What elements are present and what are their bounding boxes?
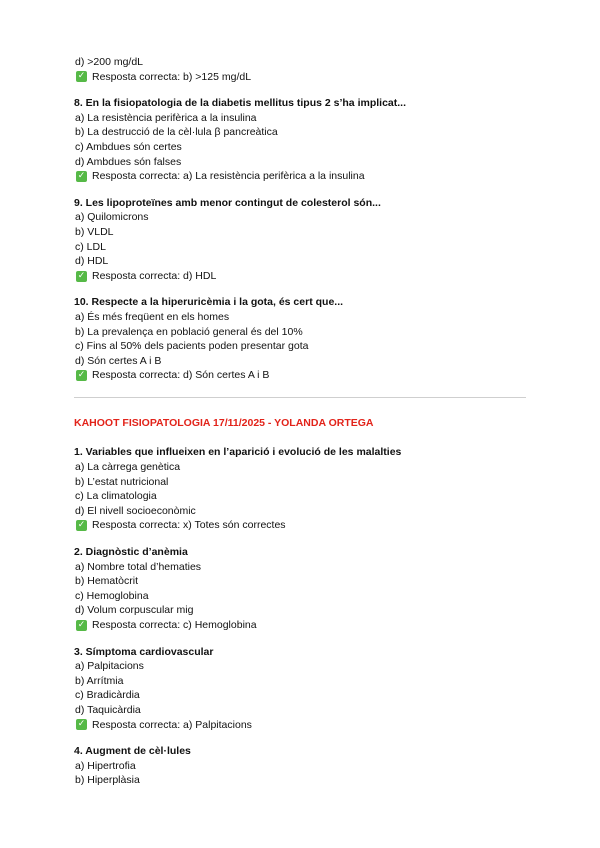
option: b) La prevalença en població general és del 10%	[75, 325, 303, 338]
option: d) Volum corpuscular mig	[75, 604, 194, 617]
correct-answer-text: Resposta correcta: a) La resistència perifèrica a la insulina	[92, 170, 365, 183]
option: a) Quilomicrons	[75, 211, 149, 224]
option: d) HDL	[75, 255, 109, 268]
document-page	[74, 55, 526, 800]
option: a) La resistència perifèrica a la insulina	[75, 111, 257, 124]
check-mark-icon: ✓	[77, 170, 86, 181]
option: c) Bradicàrdia	[75, 689, 140, 702]
question-list-part1	[74, 96, 526, 383]
check-mark-icon: ✓	[77, 619, 86, 630]
check-mark-icon: ✓	[77, 370, 86, 381]
option: c) Fins al 50% dels pacients poden presentar gota	[75, 340, 309, 353]
option: d) >200 mg/dL	[75, 56, 144, 68]
correct-answer	[74, 518, 526, 533]
option: a) Hipertrofia	[75, 759, 136, 772]
question-block	[74, 645, 526, 733]
option: b) La destrucció de la cèl·lula β pancreàtica	[75, 126, 278, 139]
correct-answer	[74, 368, 526, 383]
correct-answer	[74, 269, 526, 284]
question-title: 3. Símptoma cardiovascular	[74, 645, 214, 658]
question-title: 1. Variables que influeixen en l’aparició i evolució de les malalties	[74, 446, 402, 459]
option: c) LDL	[75, 240, 106, 253]
option: d) Són certes A i B	[75, 354, 162, 367]
check-mark-icon: ✓	[77, 270, 86, 281]
option: b) Hematòcrit	[75, 575, 139, 588]
option: b) VLDL	[75, 225, 114, 238]
question-block	[74, 295, 526, 383]
option: c) Ambdues són certes	[75, 140, 182, 153]
option: b) L’estat nutricional	[75, 475, 169, 488]
check-mark-icon: ✓	[77, 71, 86, 82]
option: a) Nombre total d’hematies	[75, 560, 202, 573]
option: c) La climatologia	[75, 490, 157, 503]
correct-answer-text: Resposta correcta: d) HDL	[92, 269, 217, 282]
question-block	[74, 545, 526, 633]
option: d) Ambdues són falses	[75, 155, 182, 168]
correct-answer-text: Resposta correcta: x) Totes són correctes	[92, 519, 286, 532]
question-title: 4. Augment de cèl·lules	[74, 745, 191, 758]
question-block	[74, 445, 526, 533]
check-mark-icon: ✓	[77, 520, 86, 531]
question-list-part2	[74, 445, 526, 787]
question-title: 8. En la fisiopatologia de la diabetis mellitus tipus 2 s’ha implicat...	[74, 97, 406, 110]
correct-answer-text: Resposta correcta: a) Palpitacions	[92, 718, 252, 731]
question-title: 9. Les lipoproteïnes amb menor contingut de colesterol són...	[74, 196, 381, 209]
section-title: KAHOOT FISIOPATOLOGIA 17/11/2025 - YOLANDA ORTEGA	[74, 416, 374, 429]
question-fragment	[74, 55, 526, 84]
option: b) Arrítmia	[75, 674, 124, 687]
option: a) Palpitacions	[75, 660, 144, 673]
correct-answer	[74, 618, 526, 633]
option: b) Hiperplàsia	[75, 774, 140, 787]
correct-answer-text: Resposta correcta: c) Hemoglobina	[92, 619, 257, 631]
option: a) És més freqüent en els homes	[75, 310, 230, 323]
correct-answer-text: Resposta correcta: d) Són certes A i B	[92, 369, 270, 382]
question-title: 2. Diagnòstic d’anèmia	[74, 546, 188, 559]
question-block	[74, 744, 526, 788]
option: c) Hemoglobina	[75, 589, 149, 602]
divider	[74, 397, 526, 398]
correct-answer	[74, 169, 526, 184]
question-block	[74, 196, 526, 284]
check-mark-icon: ✓	[77, 719, 86, 730]
option: d) Taquicàrdia	[75, 703, 141, 716]
question-title: 10. Respecte a la hiperuricèmia i la gota, és cert que...	[74, 296, 344, 309]
question-block	[74, 96, 526, 184]
correct-answer	[74, 70, 526, 85]
correct-answer-text: Resposta correcta: b) >125 mg/dL	[92, 70, 252, 83]
correct-answer	[74, 718, 526, 733]
option: a) La càrrega genètica	[75, 461, 181, 474]
option: d) El nivell socioeconòmic	[75, 504, 196, 517]
